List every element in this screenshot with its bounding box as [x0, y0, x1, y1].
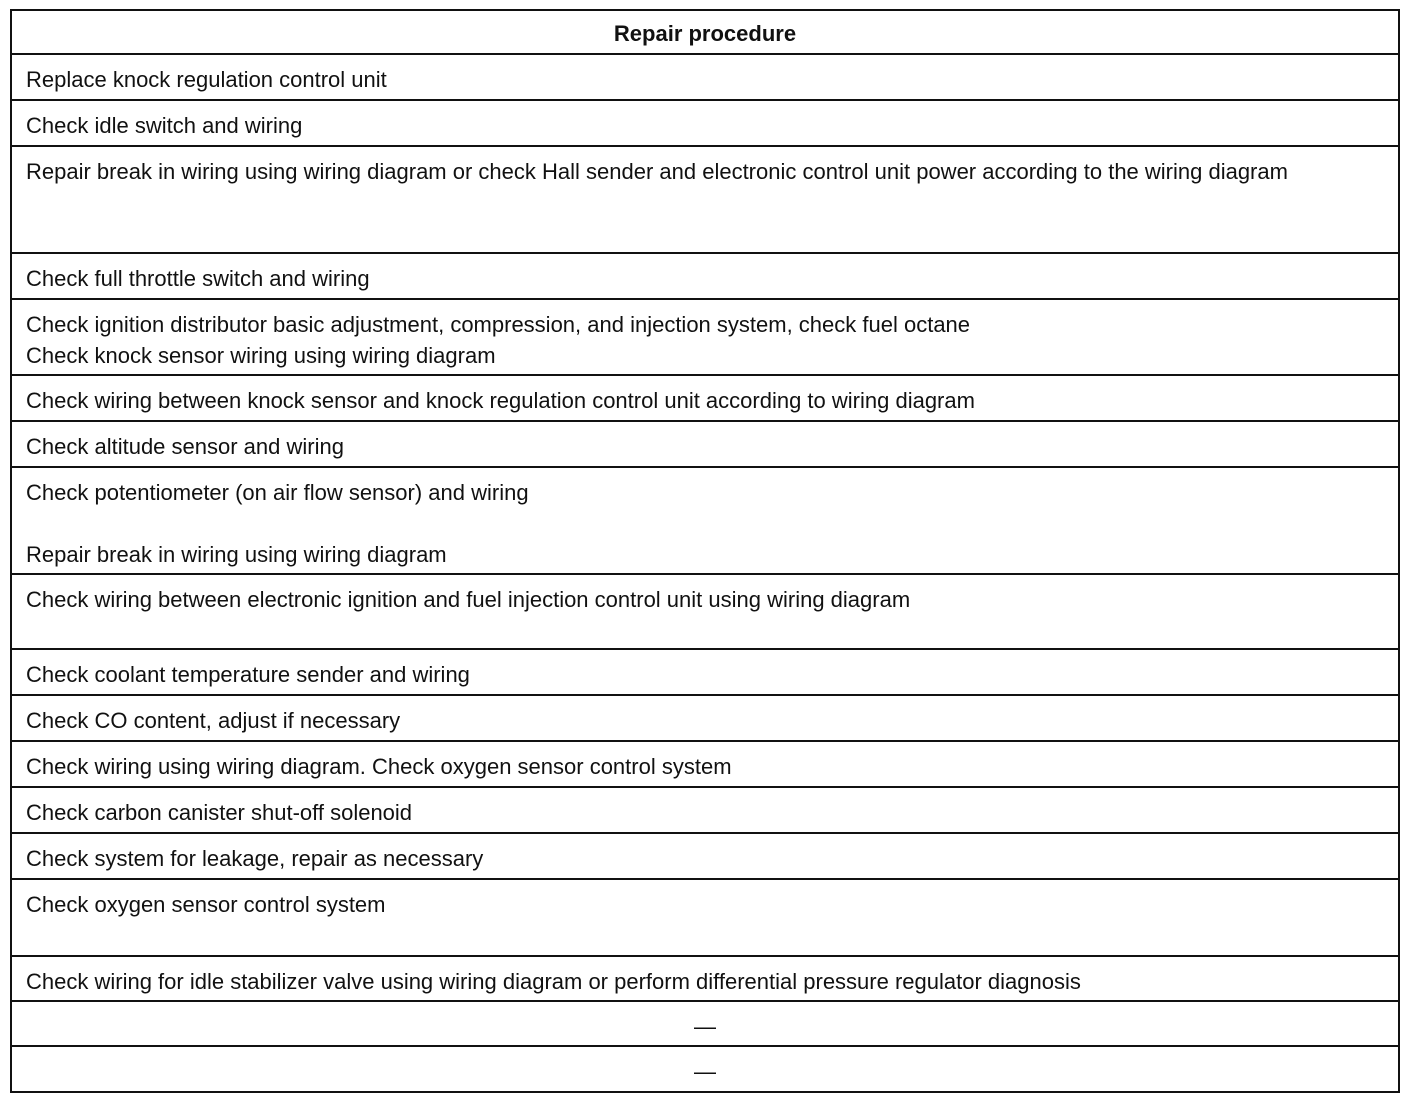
table-row [12, 694, 1398, 740]
table-row [12, 1000, 1398, 1045]
table-row [12, 648, 1398, 694]
table-header [12, 11, 1398, 53]
table-row [12, 955, 1398, 1000]
table-row [12, 786, 1398, 832]
row-text: Check altitude sensor and wiring [26, 434, 344, 459]
table-row [12, 145, 1398, 252]
table-row [12, 420, 1398, 466]
table-row [12, 832, 1398, 878]
row-text: Check coolant temperature sender and wiring [26, 662, 470, 687]
row-spacer [26, 508, 1384, 539]
empty-dash: — [694, 1014, 716, 1039]
table-row [12, 298, 1398, 374]
row-text: Check idle switch and wiring [26, 113, 303, 138]
table-row [12, 252, 1398, 298]
table-row [12, 1045, 1398, 1091]
header-repair-procedure: Repair procedure [613, 21, 797, 46]
table-row [12, 878, 1398, 955]
row-text: Check carbon canister shut-off solenoid [26, 800, 413, 825]
row-text: Check system for leakage, repair as necessary [26, 846, 484, 871]
repair-procedure-table [10, 9, 1400, 1093]
row-text: Repair break in wiring using wiring diagram [26, 542, 447, 567]
empty-dash: — [694, 1059, 716, 1084]
row-text: Check potentiometer (on air flow sensor) and wiring [26, 480, 529, 505]
row-text: Check full throttle switch and wiring [26, 266, 370, 291]
row-text: Check oxygen sensor control system [26, 892, 386, 917]
table-row [12, 573, 1398, 648]
row-text: Check CO content, adjust if necessary [26, 708, 401, 733]
row-text: Check ignition distributor basic adjustment, compression, and injection system, check fuel octane [26, 312, 971, 337]
row-text: Check knock sensor wiring using wiring diagram [26, 343, 496, 368]
row-text: Repair break in wiring using wiring diagram or check Hall sender and electronic control unit power according to the wiring diagram [26, 159, 1288, 184]
row-text: Check wiring between knock sensor and knock regulation control unit according to wiring diagram [26, 388, 975, 413]
row-text: Check wiring using wiring diagram. Check oxygen sensor control system [26, 754, 732, 779]
row-text: Check wiring between electronic ignition and fuel injection control unit using wiring diagram [26, 587, 911, 612]
table-row [12, 99, 1398, 145]
table-row [12, 374, 1398, 420]
table-row [12, 466, 1398, 573]
table-row [12, 740, 1398, 786]
row-text: Replace knock regulation control unit [26, 67, 387, 92]
row-text: Check wiring for idle stabilizer valve using wiring diagram or perform differential pressure regulator diagnosis [26, 969, 1081, 994]
table-row [12, 53, 1398, 99]
